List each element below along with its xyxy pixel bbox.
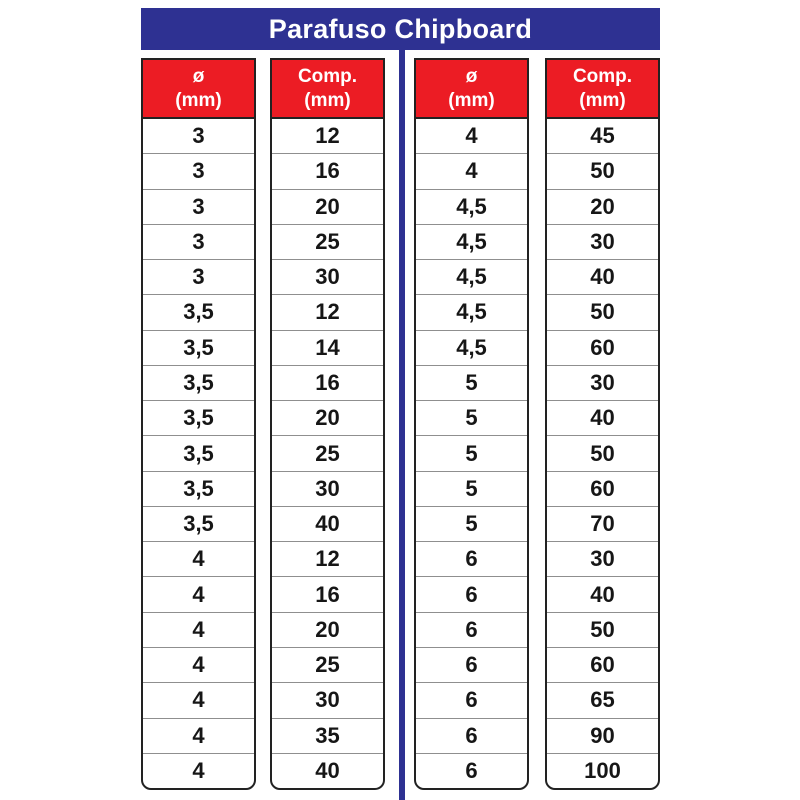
table-cell: 6 — [416, 576, 527, 611]
table-cell: 6 — [416, 682, 527, 717]
table-cell: 4 — [143, 753, 254, 788]
table-cell: 3 — [192, 123, 205, 149]
table-cell: 6 — [416, 647, 527, 682]
table-cell: 20 — [272, 400, 383, 435]
column-header-line: ø — [192, 65, 205, 87]
table-cell: 50 — [547, 435, 658, 470]
column-header-line: (mm) — [448, 89, 495, 111]
table-cell: 35 — [272, 718, 383, 753]
table-right — [414, 58, 660, 790]
length-column-right — [545, 58, 660, 790]
table-cell: 30 — [272, 259, 383, 294]
table-cell: 60 — [547, 647, 658, 682]
table-cell: 45 — [590, 123, 615, 149]
diameter-column-left — [141, 58, 256, 790]
column-header — [272, 60, 383, 119]
length-column-left — [270, 58, 385, 790]
table-cell: 3,5 — [143, 506, 254, 541]
column-header-line: Comp. — [572, 65, 633, 87]
table-cell: 16 — [272, 365, 383, 400]
table-cell: 4,5 — [416, 294, 527, 329]
table-cell: 40 — [272, 506, 383, 541]
table-cell: 4 — [416, 153, 527, 188]
column-header — [416, 60, 527, 119]
table-cell: 50 — [547, 294, 658, 329]
table-cell: 50 — [547, 153, 658, 188]
table-cell: 40 — [272, 753, 383, 788]
table-cell: 16 — [272, 576, 383, 611]
table-cell: 3,5 — [143, 471, 254, 506]
table-cell: 6 — [416, 541, 527, 576]
column-header — [547, 60, 658, 119]
column-header-line: Comp. — [297, 65, 358, 87]
table-cell: 30 — [547, 224, 658, 259]
table-cell: 4 — [143, 718, 254, 753]
table-cell: 5 — [416, 471, 527, 506]
table-cell: 4 — [143, 612, 254, 647]
table-cell: 3,5 — [143, 365, 254, 400]
table-cell: 5 — [416, 365, 527, 400]
table-cell: 30 — [272, 682, 383, 717]
table-cell: 4 — [143, 541, 254, 576]
page-title: Parafuso Chipboard — [268, 13, 533, 44]
table-cell: 20 — [547, 189, 658, 224]
table-divider — [399, 50, 405, 800]
title-banner — [141, 8, 660, 50]
table-cell: 4 — [143, 576, 254, 611]
table-cell: 30 — [547, 365, 658, 400]
table-cell: 4,5 — [416, 330, 527, 365]
table-cell: 16 — [272, 153, 383, 188]
table-cell: 6 — [416, 718, 527, 753]
column-header-line: (mm) — [175, 89, 222, 111]
table-cell: 3,5 — [143, 435, 254, 470]
table-cell: 4 — [465, 123, 478, 149]
table-cell: 3,5 — [143, 330, 254, 365]
table-cell: 12 — [315, 123, 340, 149]
table-cell: 25 — [272, 224, 383, 259]
table-cell: 4,5 — [416, 189, 527, 224]
table-cell: 4 — [143, 647, 254, 682]
table-cell: 30 — [547, 541, 658, 576]
table-cell: 3 — [143, 259, 254, 294]
table-cell: 60 — [547, 471, 658, 506]
table-cell: 5 — [416, 506, 527, 541]
table-cell: 25 — [272, 435, 383, 470]
column-header-line: ø — [465, 65, 478, 87]
table-cell: 20 — [272, 612, 383, 647]
table-cell: 25 — [272, 647, 383, 682]
table-cell: 40 — [547, 259, 658, 294]
table-left — [141, 58, 385, 790]
spec-sheet — [141, 8, 660, 790]
column-header — [143, 60, 254, 119]
column-header-line: (mm) — [304, 89, 351, 111]
table-cell: 70 — [547, 506, 658, 541]
table-cell: 3,5 — [143, 294, 254, 329]
table-cell: 14 — [272, 330, 383, 365]
table-cell: 50 — [547, 612, 658, 647]
table-cell: 5 — [416, 400, 527, 435]
table-cell: 6 — [416, 753, 527, 788]
table-cell: 4 — [143, 682, 254, 717]
table-cell: 90 — [547, 718, 658, 753]
table-cell: 65 — [547, 682, 658, 717]
table-cell: 40 — [547, 576, 658, 611]
table-cell: 3 — [143, 153, 254, 188]
table-cell: 40 — [547, 400, 658, 435]
diameter-column-right — [414, 58, 529, 790]
table-cell: 3 — [143, 189, 254, 224]
table-cell: 4,5 — [416, 259, 527, 294]
table-cell: 3,5 — [143, 400, 254, 435]
table-cell: 12 — [272, 541, 383, 576]
column-header-line: (mm) — [579, 89, 626, 111]
table-cell: 20 — [272, 189, 383, 224]
table-cell: 5 — [416, 435, 527, 470]
table-cell: 30 — [272, 471, 383, 506]
table-cell: 6 — [416, 612, 527, 647]
table-cell: 4,5 — [416, 224, 527, 259]
table-cell: 60 — [547, 330, 658, 365]
table-cell: 12 — [272, 294, 383, 329]
table-cell: 3 — [143, 224, 254, 259]
table-cell: 100 — [547, 753, 658, 788]
